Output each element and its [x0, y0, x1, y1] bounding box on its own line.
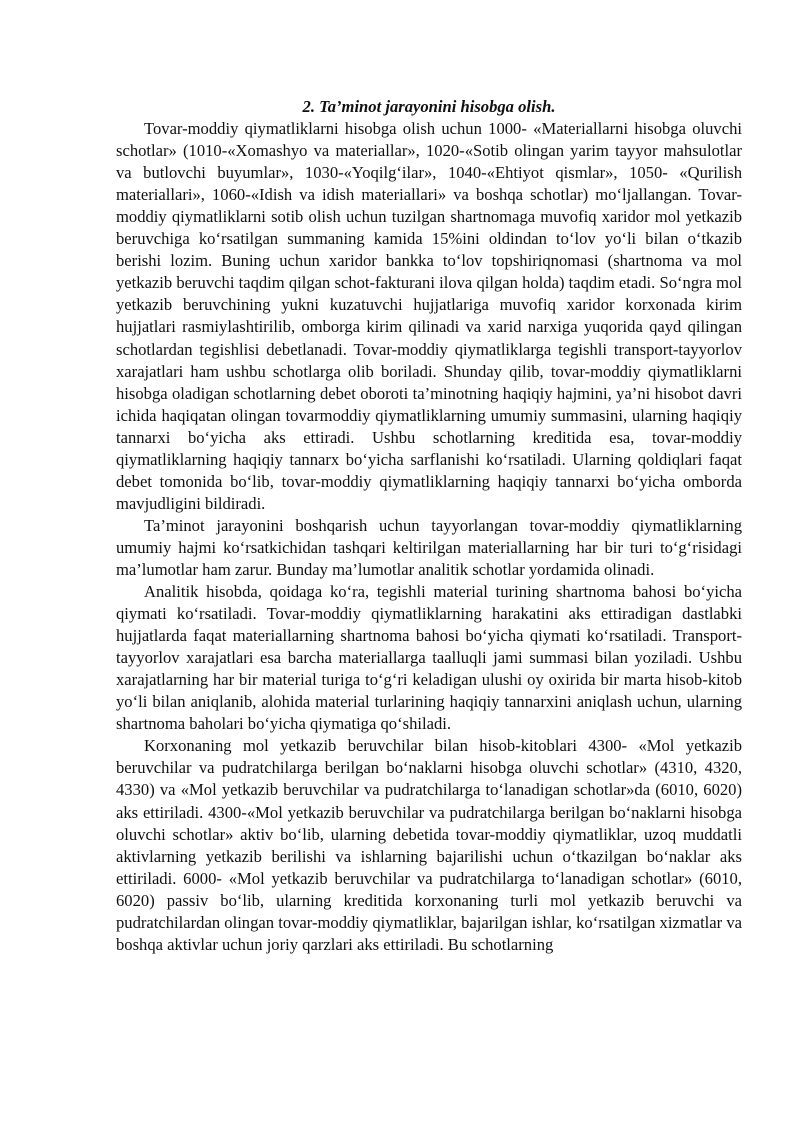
paragraph-accounts: Tovar-moddiy qiymatliklarni hisobga olish uchun 1000- «Materiallarni hisobga oluvchi schotlar» (1010-«Xomashyo va materiallar», 1020-«Sotib olingan yarim tayyor mahsulotlar va butlovchi buyumlar», 1030-«Yoqilg‘ilar», 1040-«Ehtiyot qismlar», 1050- «Qurilish materiallari», 1060-«Idish va idish materiallari» va boshqa schotlar) mo‘ljallangan. Tovar-moddiy qiymatliklarni sotib olish uchun tuzilgan shartnomaga muvofiq xaridor mol yetkazib beruvchiga ko‘rsatilgan summaning kamida 15%ini oldindan to‘lov yo‘li bilan o‘tkazib berishi lozim. Buning uchun xaridor bankka to‘lov topshiriqnomasi (shartnoma va mol yetkazib beruvchi taqdim qilgan schot-fakturani ilova qilgan holda) taqdim etadi. So‘ngra mol yetkazib beruvchining yukni kuzatuvchi hujjatlariga muvofiq xaridor korxonada kirim hujjatlari rasmiylashtirilib, omborga kirim qilinadi va xarid narxiga yuqorida qayd qilingan schotlardan tegishlisi debetlanadi. Tovar-moddiy qiymatliklarga tegishli transport-tayyorlov xarajatlari ham ushbu schotlarga olib boriladi. Shunday qilib, tovar-moddiy qiymatliklarni hisobga oladigan schotlarning debet oboroti ta’minotning haqiqiy hajmini, ya’ni hisobot davri ichida haqiqatan olingan tovarmoddiy qiymatliklarning umumiy summasini, ularning haqiqiy tannarxi bo‘yicha aks ettiradi. Ushbu schotlarning kreditida esa, tovar-moddiy qiymatliklarning haqiqiy tannarx bo‘yicha sarflanishi ko‘rsatiladi. Ularning qoldiqlari faqat debet tomonida bo‘lib, tovar-moddiy qiymatliklarning haqiqiy tannarxi bo‘yicha omborda mavjudligini bildiradi. — [116, 119, 742, 513]
paragraph-analytic-accounting: Analitik hisobda, qoidaga ko‘ra, tegishli material turining shartnoma bahosi bo‘yicha qiymati ko‘rsatiladi. Tovar-moddiy qiymatliklarning harakatini aks ettiradigan dastlabki hujjatlarda faqat materiallarning shartnoma bahosi bo‘yicha qiymati ko‘rsatiladi. Transport-tayyorlov xarajatlari esa barcha materiallarga taalluqli jami summasi bilan yoziladi. Ushbu xarajatlarning har bir material turiga to‘g‘ri keladigan ulushi oy oxirida bir marta hisob-kitob yo‘li bilan aniqlanib, alohida material turlarining haqiqiy tannarxini aniqlash uchun, ularning shartnoma baholari bo‘yicha qiymatiga qo‘shiladi. — [116, 582, 742, 734]
paragraph-supplier-settlements: Korxonaning mol yetkazib beruvchilar bilan hisob-kitoblari 4300- «Mol yetkazib beruvchilar va pudratchilarga berilgan bo‘naklarni hisobga oluvchi schotlar» (4310, 4320, 4330) va «Mol yetkazib beruvchilar va pudratchilarga to‘lanadigan schotlar»da (6010, 6020) aks ettiriladi. 4300-«Mol yetkazib beruvchilar va pudratchilarga berilgan bo‘naklarni hisobga oluvchi schotlar» aktiv bo‘lib, ularning debetida tovar-moddiy qiymatliklar, uzoq muddatli aktivlarning yetkazib berilishi va ishlarning bajarilishi uchun o‘tkazilgan bo‘naklar aks ettiriladi. 6000- «Mol yetkazib beruvchilar va pudratchilarga to‘lanadigan schotlar» (6010, 6020) passiv bo‘lib, ularning kreditida korxonaning turli mol yetkazib beruvchi va pudratchilardan olingan tovar-moddiy qiymatliklar, bajarilgan ishlar, ko‘rsatilgan xizmatlar va boshqa aktivlar uchun joriy qarzlari aks ettiriladi. Bu schotlarning — [116, 736, 742, 954]
paragraph-supply-management: Ta’minot jarayonini boshqarish uchun tayyorlangan tovar-moddiy qiymatliklarning umumiy hajmi ko‘rsatkichidan tashqari keltirilgan materiallarning har bir turi to‘g‘risidagi ma’lumotlar ham zarur. Bunday ma’lumotlar analitik schotlar yordamida olinadi. — [116, 515, 742, 579]
document-page — [116, 96, 742, 956]
section-heading: 2. Ta’minot jarayonini hisobga olish. — [302, 97, 556, 116]
